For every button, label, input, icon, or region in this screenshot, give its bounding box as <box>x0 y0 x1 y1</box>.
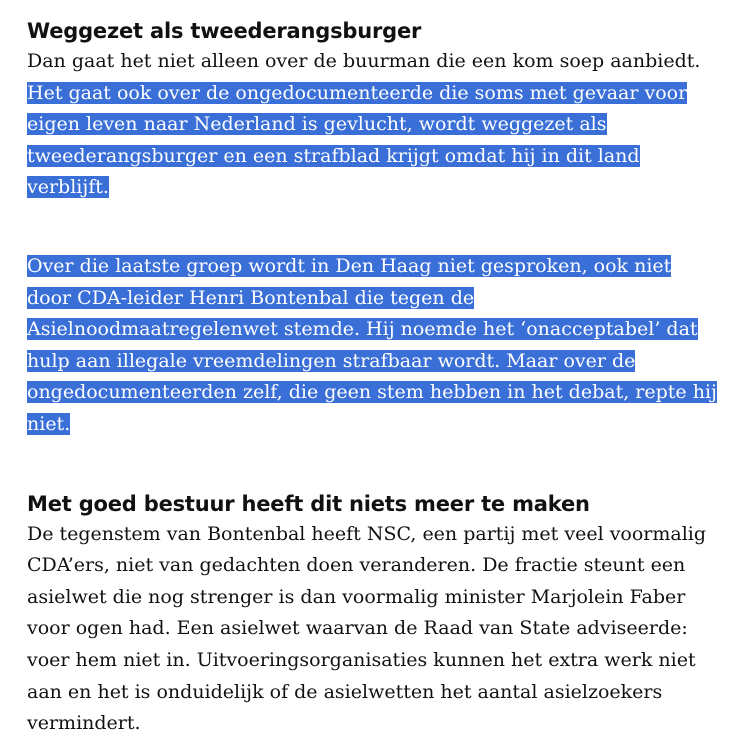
paragraph-spacer <box>27 204 717 251</box>
selected-text-den-haag[interactable]: Over die laatste groep wordt in Den Haag niet gesproken, ook niet door CDA-leider Henri Bontenbal die tegen de Asielnoodmaatregelenwet stemde. Hij noemde het ‘onacceptabel’ dat hulp aan illegale vreemdelingen strafbaar wordt. Maar over de ongedocumenteerden zelf, die geen stem hebben in het debat, repte hij niet. <box>27 254 717 435</box>
section-heading-goed-bestuur: Met goed bestuur heeft dit niets meer te maken <box>27 491 590 516</box>
section-spacer <box>27 441 717 489</box>
paragraph-text-unselected[interactable]: Dan gaat het niet alleen over de buurman die een kom soep aanbiedt. <box>27 50 701 72</box>
paragraph-buurman[interactable] <box>27 46 717 204</box>
selected-text-ongedocumenteerde[interactable]: Het gaat ook over de ongedocumenteerde die soms met gevaar voor eigen leven naar Nederland is gevlucht, wordt weggezet als tweederangsburger en een strafblad krijgt omdat hij in dit land verblijft. <box>27 81 688 199</box>
paragraph-den-haag[interactable] <box>27 251 717 441</box>
paragraph-tegenstem[interactable]: De tegenstem van Bontenbal heeft NSC, een partij met veel voormalig CDA’ers, niet van gedachten doen veranderen. De fractie steunt een asielwet die nog strenger is dan voormalig minister Marjolein Faber voor ogen had. Een asielwet waarvan de Raad van State adviseerde: voer hem niet in. Uitvoeringsorganisaties kunnen het extra werk niet aan en het is onduidelijk of de asielwetten het aantal asielzoekers vermindert. <box>27 522 707 735</box>
section-heading-tweederangsburger: Weggezet als tweederangsburger <box>27 19 422 43</box>
article-body <box>27 16 717 740</box>
